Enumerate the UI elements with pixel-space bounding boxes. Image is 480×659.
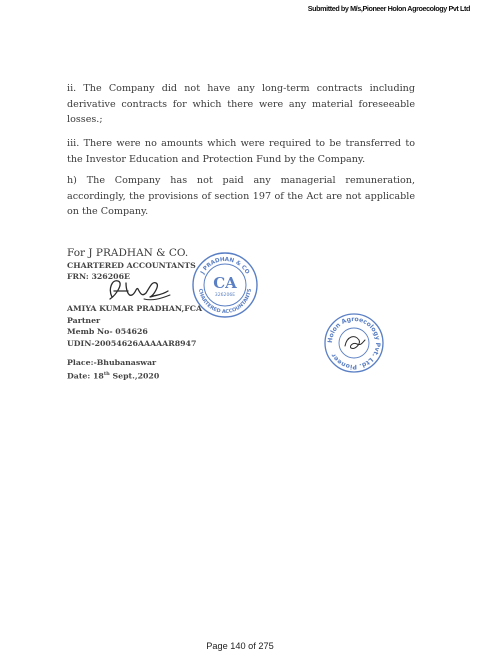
firm-name: For J PRADHAN & CO. [67,247,189,259]
signatory-role: Partner [67,315,101,325]
handwritten-signature [102,275,174,305]
company-seal-text: Holon Agroecology Pvt. Ltd. Pioneer [326,315,382,371]
paragraph-ii: ii. The Company did not have any long-term contracts including derivative contracts for which there were any material foreseeable losses.; [67,83,415,125]
place-date-block [67,357,159,382]
ca-seal-bottom-text: CHARTERED ACCOUNTANTS [197,288,253,316]
page-number: Page 140 of 275 [206,641,274,651]
udin-number: UDIN-20054626AAAAAR8947 [67,338,197,348]
signatory-details [67,303,202,349]
signatory-name: AMIYA KUMAR PRADHAN,FCA [67,304,203,313]
firm-type: CHARTERED ACCOUNTANTS [67,261,196,270]
company-seal [323,312,385,374]
membership-number: Memb No- 054626 [67,327,148,336]
ca-seal-number: 326206E [214,293,236,298]
firm-registration-number: FRN: 326206E [67,272,130,281]
paragraph-iii: iii. There were no amounts which were required to be transferred to the Investor Education and Protection Fund by the Company. [67,138,415,165]
ca-seal-logo: CA [213,274,237,292]
paragraph-h: h) The Company has not paid any managerial remuneration, accordingly, the provisions of section 197 of the Act are not applicable on the Company. [67,175,415,217]
date-text: Date: 18th Sept.,2020 [67,370,160,381]
place-text: Place:-Bhubanaswar [67,358,157,367]
submission-header: Submitted by M/s,Pioneer Holon Agroecology Pvt Ltd [307,4,470,13]
ca-seal-top-text: J PRADHAN & CO [199,256,250,276]
